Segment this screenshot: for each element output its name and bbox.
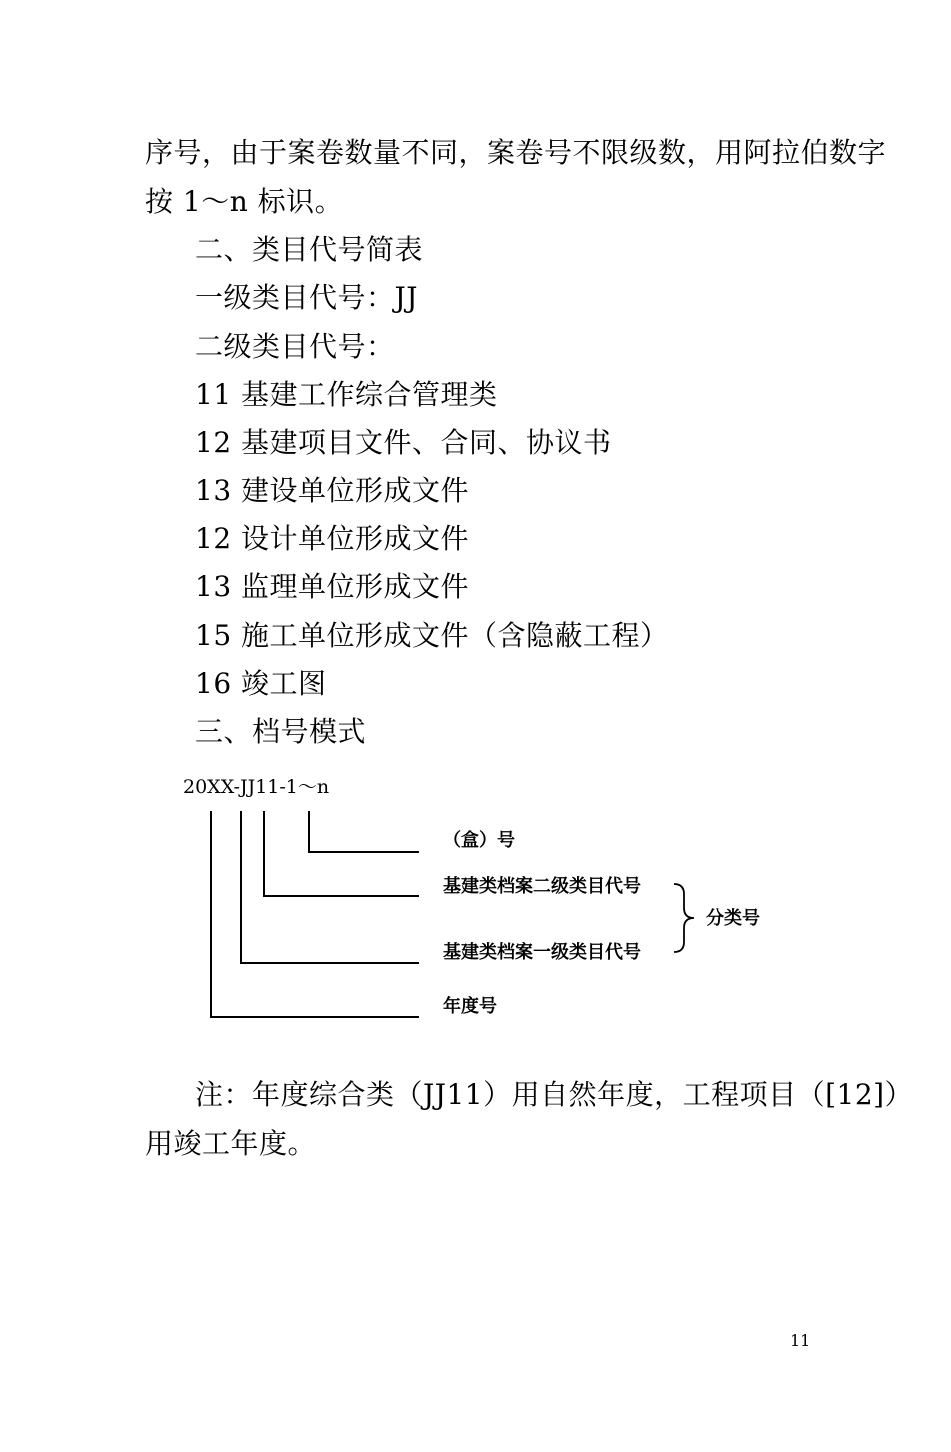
connector-box-number <box>309 811 419 852</box>
connector-year <box>211 811 419 1017</box>
level2-code-heading: 二级类目代号： <box>195 330 395 363</box>
category-item: 15 施工单位形成文件（含隐蔽工程） <box>195 619 669 652</box>
category-item: 13 监理单位形成文件 <box>195 570 470 603</box>
section-heading-code-table: 二、类目代号简表 <box>195 233 424 266</box>
note-line-2: 用竣工年度。 <box>145 1127 317 1160</box>
connector-level1 <box>241 811 419 963</box>
category-item: 12 基建项目文件、合同、协议书 <box>195 426 612 459</box>
label-level1-code: 基建类档案一级类目代号 <box>443 942 641 963</box>
level1-code-line: 一级类目代号：JJ <box>195 281 418 314</box>
label-year-number: 年度号 <box>443 996 497 1017</box>
label-level2-code: 基建类档案二级类目代号 <box>443 876 641 897</box>
intro-paragraph-line-2: 按 1～n 标识。 <box>145 185 344 218</box>
category-item: 16 竣工图 <box>195 667 327 700</box>
connector-level2 <box>264 811 419 896</box>
note-line-1: 注：年度综合类（JJ11）用自然年度，工程项目（[12]） <box>195 1078 914 1111</box>
intro-paragraph-line-1: 序号，由于案卷数量不同，案卷号不限级数，用阿拉伯数字 <box>145 136 887 169</box>
archive-code-pattern: 20XX-JJ11-1～n <box>183 776 330 798</box>
category-item: 11 基建工作综合管理类 <box>195 378 498 411</box>
category-item: 13 建设单位形成文件 <box>195 474 470 507</box>
section-heading-archive-scheme: 三、档号模式 <box>195 715 367 748</box>
grouping-brace <box>674 884 694 952</box>
label-box-number: （盒）号 <box>443 830 515 851</box>
label-classification-number: 分类号 <box>706 908 760 929</box>
category-item: 12 设计单位形成文件 <box>195 522 470 555</box>
page-number: 11 <box>790 1331 811 1350</box>
